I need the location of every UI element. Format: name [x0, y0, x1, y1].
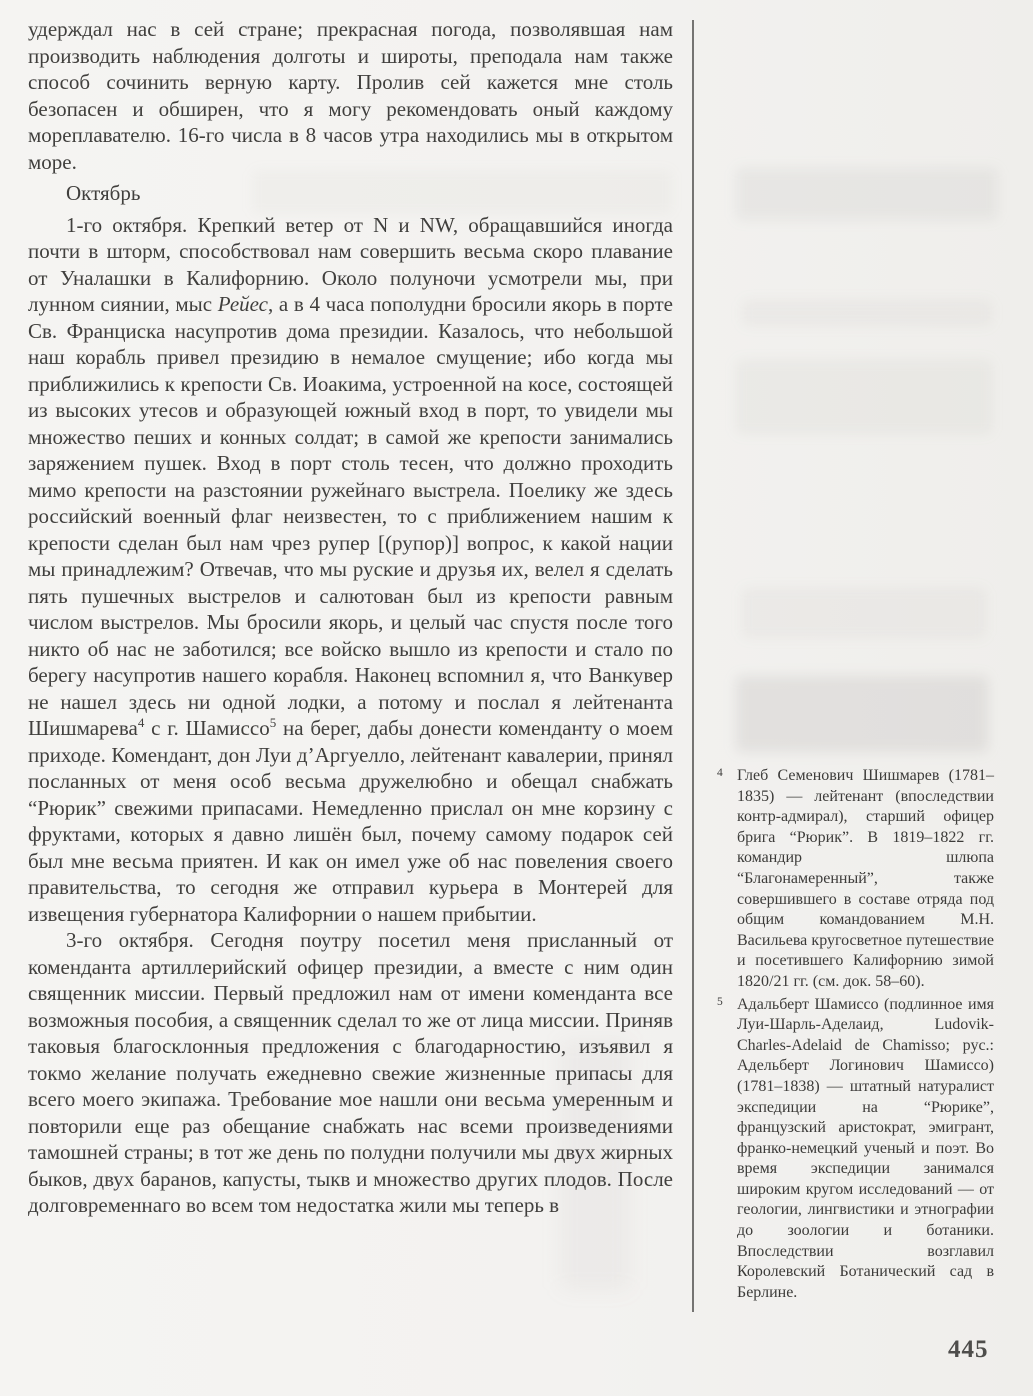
- main-text-column: [28, 16, 673, 1219]
- paragraph-text: с г. Шамиссо: [144, 716, 270, 740]
- section-heading-october: Октябрь: [66, 181, 141, 205]
- paragraph-text: на берег, дабы донести коменданту о моем приходе. Комендант, дон Луи д’Аргуелло, лейтенант кавалерии, принял посланных от меня особ весьма дружелюбно и обещал снабжать “Рюрик” свежими припасами. Немедленно прислал он мне корзину с фруктами, которых я давно лишён был, почему самому подарок сей был мне весьма приятен. И как он имел уже об нас повеления своего правительства, то сегодня же отправил курьера в Монтерей для извещения губернатора Калифорнии о нашем прибытии.: [28, 716, 673, 926]
- show-through-artifact: [736, 676, 988, 752]
- show-through-artifact: [736, 360, 992, 434]
- paragraph-october-3: 3-го октября. Сегодня поутру посетил меня присланный от коменданта артиллерийский офицер президии, а вместе с ним один священник миссии. Первый предложил нам от имени коменданта все возможныя пособия, а священник сделал то же от лица миссии. Приняв таковыя благосклонныя предложения с благодарностию, изъявил я токмо желание получать ежедневно свежие жизненные припасы для всего моего экипажа. Требование мое нашли они весьма умеренным и повторили еще раз обещание снабжать нас всеми произведениями тамошней страны; в тот же день по полудни получили мы двух жирных быков, двух баранов, капусты, тыкв и множество других плодов. После долговременнаго во всем том недостатка жили мы теперь в: [28, 928, 673, 1217]
- paragraph-text: 1-го октября. Крепкий ветер от N и NW, обращавшийся иногда почти в шторм, способствовал нам совершить весьма скоро плавание от Уналашки в Калифорнию. Около полуночи усмотрели мы, при лунном сиянии, мыс: [28, 212, 673, 316]
- show-through-artifact: [736, 168, 998, 220]
- paragraph-text: , а в 4 часа пополудни бросили якорь в порте Св. Франциска насупротив дома президии. Казалось, что небольшой наш корабль привел президию в немалое смущение; ибо когда мы приближились к крепости Св. Иоакима, устроенной на косе, состоящей из высоких утесов и образующей южный вход в порт, то увидели мы множество пеших и конных солдат; в самой же крепости занимались заряжением пушек. Вход в порт столь тесен, что должно проходить мимо крепости на разстоянии ружейнаго выстрела. Поелику же здесь российский военный флаг неизвестен, то с приближением нашим к крепости сделан был нам чрез рупер [(рупор)] вопрос, к какой нации мы принадлежим? Отвечав, что мы руские и друзья их, велел я сделать пять пушечных выстрелов и салютован был из крепости равным числом выстрелов. Мы бросили якорь, и целый час спустя после того никто об нас не заботился; все войско вышло из крепости и стало по берегу насупротив нашего корабля. Наконец вспомнил я, что Ванкувер не нашел здесь ни одной лодки, а потому и послал я лейтенанта Шишмарева: [28, 292, 673, 740]
- footnotes-column: [717, 766, 994, 1305]
- paragraph-october-1: [28, 212, 673, 928]
- footnote-5: [717, 995, 994, 1304]
- page-number: 445: [948, 1336, 989, 1363]
- paragraph-continuation: удерждал нас в сей стране; прекрасная погода, позволявшая нам производить наблюдения долготы и широты, преподала нам также способ сочинить верную карту. Пролив сей кажется мне столь безопасен и обширен, что я могу рекомендовать оный каждому мореплавателю. 16-го числа в 8 часов утра находились мы в открытом море.: [28, 17, 673, 174]
- footnote-reference-5: 5: [269, 715, 277, 730]
- show-through-artifact: [742, 588, 986, 638]
- footnote-4: [717, 766, 994, 993]
- footnote-text: Адальберт Шамиссо (подлинное имя Луи-Шарль-Аделаид, Ludovik-Charles-Adelaid de Chamisso; рус.: Адельберт Логинович Шамиссо) (1781–1838) — штатный натуралист экспедиции на “Рюрике”, французский аристократ, эмигрант, франко-немецкий ученый и поэт. Во время экспедиции занимался широким кругом исследований — от геологии, лингвистики и этнографии до зоологии и ботаники. Впоследствии возглавил Королевский Ботанический сад в Берлине.: [737, 995, 994, 1301]
- show-through-artifact: [742, 300, 992, 326]
- footnote-marker: 4: [717, 767, 723, 779]
- footnote-marker: 5: [717, 995, 723, 1008]
- footnote-text: Глеб Семенович Шишмарев (1781–1835) — лейтенант (впоследствии контр-адмирал), старший офицер брига “Рюрик”. В 1819–1822 гг. командир шлюпа “Благонамеренный”, также совершившего в составе отряда под общим командованием М.Н. Васильева кругосветное путешествие и посетившего Калифорнию зимой 1820/21 гг. (см. док. 58–60).: [737, 767, 994, 990]
- italic-place-name: Рейес: [217, 292, 269, 316]
- column-divider-rule: [692, 20, 694, 1312]
- footnote-reference-4: 4: [137, 715, 145, 730]
